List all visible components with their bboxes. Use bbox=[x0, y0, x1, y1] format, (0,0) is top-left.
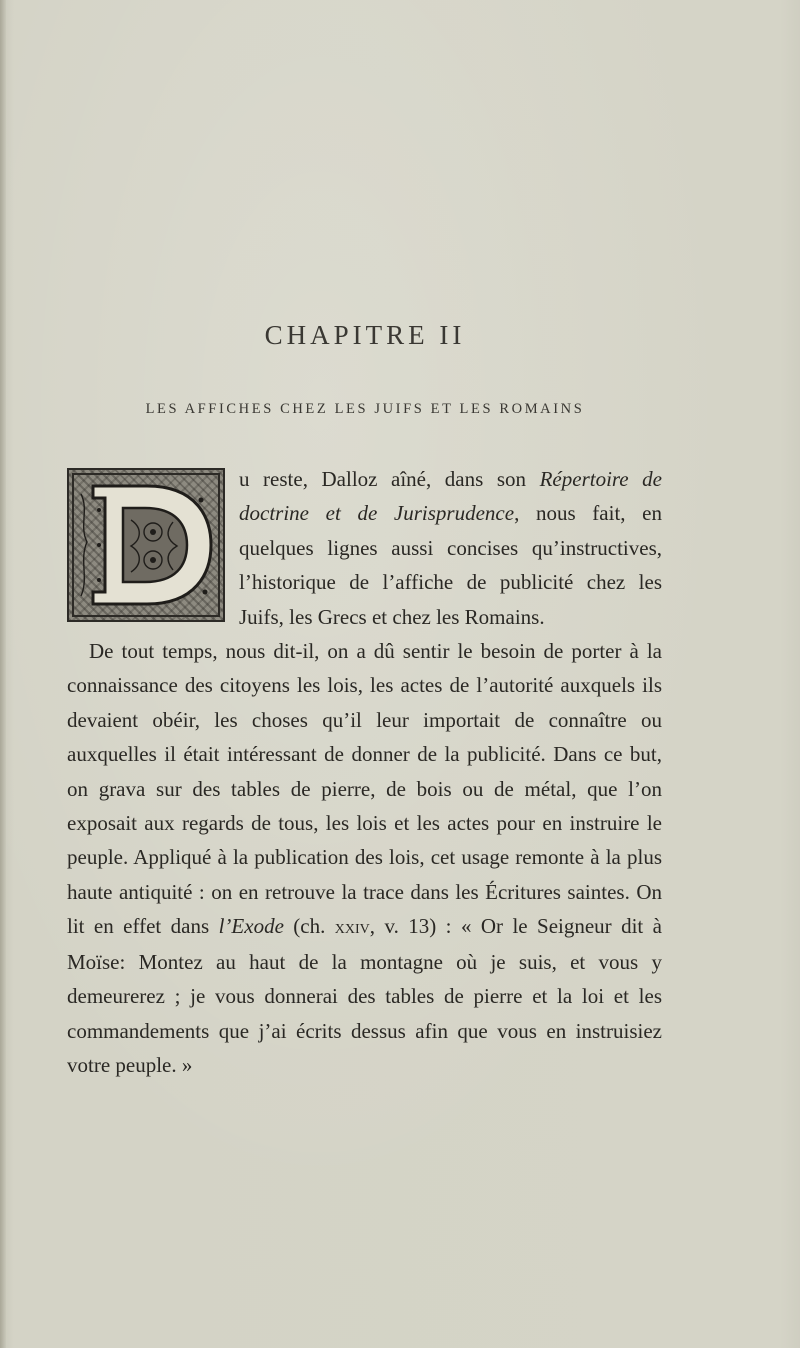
page-binding-edge bbox=[0, 0, 6, 1348]
paragraph-1 bbox=[67, 462, 662, 634]
paragraph-2-text-end: , v. 13) : « Or le Seigneur dit à Moïse: Montez au haut de la montagne où je suis, et vous y demeurerez ; je vous donnerai des tables de pierre et la loi et les commandements que j’ai écrits dessus afin que vous en instruisiez votre peuple. » bbox=[67, 914, 662, 1077]
paragraph-2 bbox=[67, 634, 662, 1082]
ornamental-dropcap-d bbox=[67, 468, 225, 622]
paragraph-1-text-end: , nous fait, en quelques lignes aussi concises qu’instructives, l’historique de l’affiche de publicité chez les Juifs, les Grecs et chez les Romains. bbox=[239, 501, 662, 629]
ornamental-letter-d-icon bbox=[69, 470, 223, 620]
paragraph-2-text-middle: (ch. bbox=[283, 914, 335, 939]
paragraph-2-text-start: De tout temps, nous dit-il, on a dû sentir le besoin de porter à la connaissance des citoyens les lois, les actes de l’autorité auxquels ils devaient obéir, les choses qu’il leur importait de connaître ou auxquelles il était intéressant de donner de la publicité. Dans ce but, on grava sur des tables de pierre, de bois ou de métal, que l’on exposait aux regards de tous, les lois et les actes pour en instruire le peuple. Appliqué à la publication des lois, cet usage remonte à la plus haute antiquité : on en retrouve la trace dans les Écritures saintes. On lit en effet dans bbox=[67, 639, 662, 939]
paragraph-1-text-start: u reste, Dalloz aîné, dans son bbox=[239, 467, 540, 491]
chapter-roman-numeral: xxiv bbox=[334, 916, 370, 939]
chapter-title: CHAPITRE II bbox=[264, 320, 466, 350]
exode-title: l’Exode bbox=[218, 914, 284, 939]
chapter-body bbox=[67, 462, 662, 1082]
chapter-subtitle: LES AFFICHES CHEZ LES JUIFS ET LES ROMAINS bbox=[145, 401, 585, 417]
repertoire-title: Répertoire de doctrine et de Jurisprudence bbox=[239, 467, 662, 526]
